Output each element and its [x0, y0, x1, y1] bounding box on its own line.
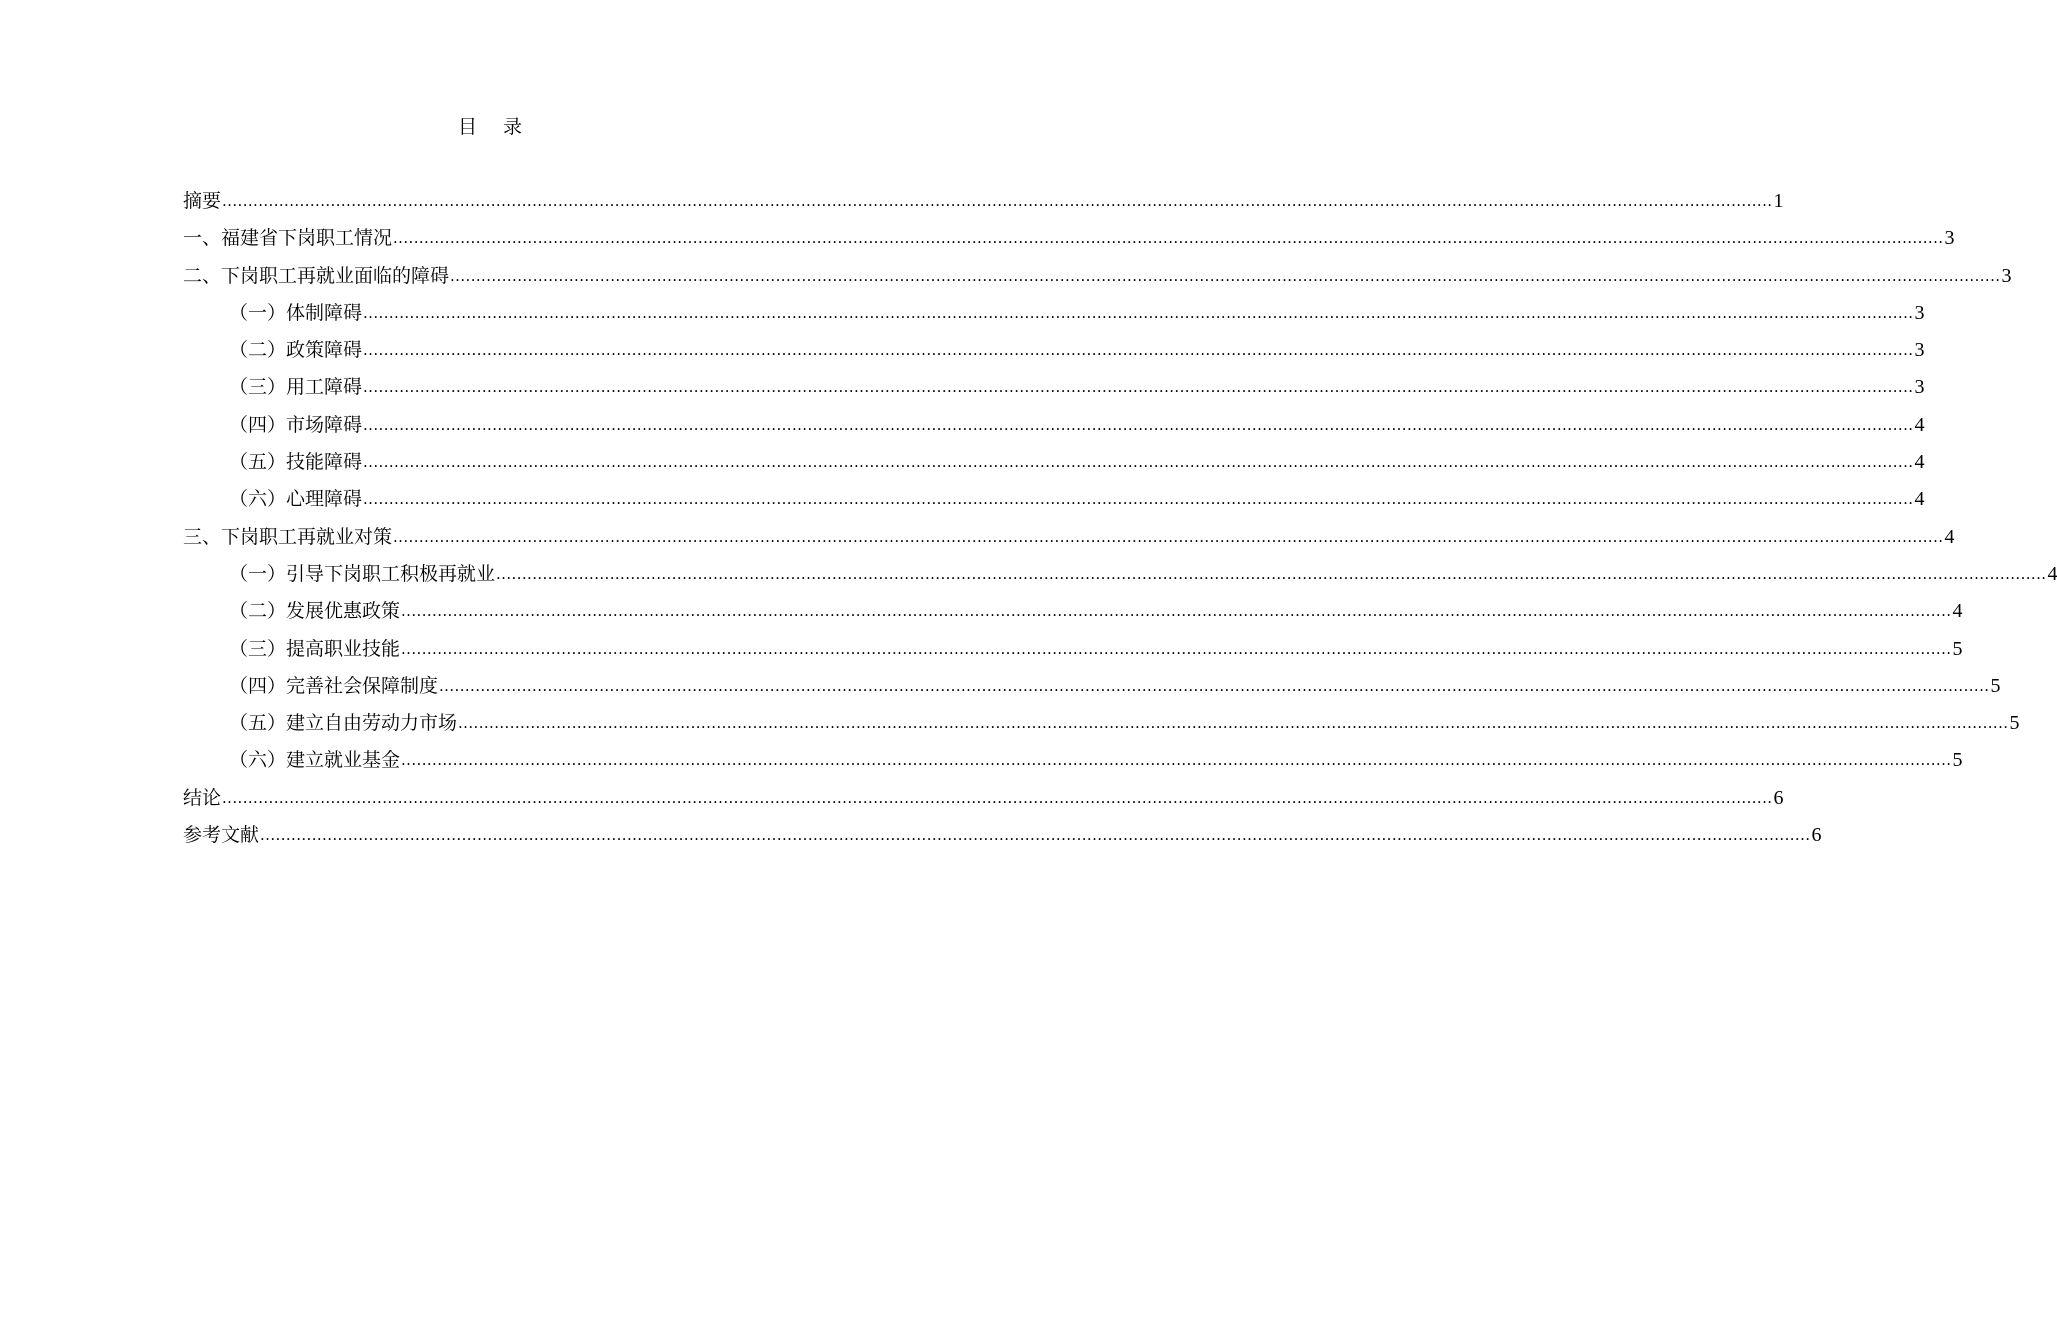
toc-entry-section-2[interactable] — [183, 258, 2012, 295]
dot-leader: ............................................................................................................................................................................................................................................................................................................ — [363, 303, 1914, 322]
toc-title: 目 录 — [457, 116, 533, 138]
dot-leader: ............................................................................................................................................................................................................................................................................................................ — [496, 564, 2047, 583]
toc-entry-label: （四）市场障碍 — [229, 413, 363, 436]
dot-leader: ............................................................................................................................................................................................................................................................................................................ — [401, 751, 1952, 770]
toc-entry-label: （四）完善社会保障制度 — [229, 674, 439, 697]
dot-leader: ............................................................................................................................................................................................................................................................................................................ — [439, 676, 1990, 695]
dot-leader: ............................................................................................................................................................................................................................................................................................................ — [260, 826, 1811, 845]
toc-entry-label: （五）建立自由劳动力市场 — [229, 712, 458, 735]
toc-entry-page: 4 — [1914, 451, 1925, 474]
toc-entry-page: 3 — [1944, 227, 1955, 250]
toc-entry-abstract[interactable] — [183, 183, 1784, 220]
toc-entry-section-3-2[interactable] — [183, 593, 1963, 630]
dot-leader: ............................................................................................................................................................................................................................................................................................................ — [393, 229, 1944, 248]
toc-entry-section-2-6[interactable] — [183, 481, 1925, 518]
toc-entry-label: （二）发展优惠政策 — [229, 600, 401, 623]
dot-leader: ............................................................................................................................................................................................................................................................................................................ — [222, 192, 1773, 210]
toc-entry-label: 三、下岗职工再就业对策 — [183, 525, 393, 548]
toc-entry-page: 5 — [1952, 749, 1963, 772]
toc-entry-label: （三）提高职业技能 — [229, 637, 401, 660]
toc-entry-page: 4 — [2047, 562, 2057, 585]
toc-entry-page: 5 — [1990, 674, 2001, 697]
toc-entry-section-3-5[interactable] — [183, 705, 2020, 742]
toc-entry-label: （六）建立就业基金 — [229, 749, 401, 772]
toc-entry-page: 1 — [1773, 190, 1784, 212]
toc-entry-section-3-1[interactable] — [183, 556, 2057, 593]
toc-entry-label: （三）用工障碍 — [229, 376, 363, 399]
dot-leader: ............................................................................................................................................................................................................................................................................................................ — [363, 378, 1914, 397]
toc-entry-section-2-2[interactable] — [183, 332, 1925, 369]
toc-entry-page: 3 — [1914, 376, 1925, 399]
toc-entry-label: 一、福建省下岗职工情况 — [183, 227, 393, 250]
toc-entry-page: 3 — [1914, 339, 1925, 362]
toc-entry-section-3[interactable] — [183, 519, 1955, 556]
toc-entry-page: 5 — [1952, 637, 1963, 660]
toc-entry-page: 4 — [1914, 488, 1925, 511]
toc-entry-page: 6 — [1811, 824, 1822, 847]
dot-leader: ............................................................................................................................................................................................................................................................................................................ — [401, 602, 1952, 621]
toc-entry-label: 摘要 — [183, 190, 222, 212]
toc-entry-references[interactable] — [183, 817, 1822, 854]
dot-leader: ............................................................................................................................................................................................................................................................................................................ — [401, 639, 1952, 658]
dot-leader: ............................................................................................................................................................................................................................................................................................................ — [393, 527, 1944, 546]
dot-leader: ............................................................................................................................................................................................................................................................................................................ — [363, 415, 1914, 434]
toc-entry-label: 结论 — [183, 786, 222, 809]
toc-entry-section-2-3[interactable] — [183, 369, 1925, 406]
toc-entry-page: 3 — [2001, 264, 2012, 287]
dot-leader: ............................................................................................................................................................................................................................................................................................................ — [458, 714, 2009, 733]
dot-leader: ............................................................................................................................................................................................................................................................................................................ — [363, 453, 1914, 472]
toc-entry-page: 4 — [1944, 525, 1955, 548]
toc-entry-section-1[interactable] — [183, 220, 1955, 257]
toc-entry-section-3-4[interactable] — [183, 668, 2001, 705]
toc-entry-section-2-1[interactable] — [183, 295, 1925, 332]
toc-entry-label: （一）引导下岗职工积极再就业 — [229, 562, 496, 585]
toc-entry-label: 参考文献 — [183, 824, 260, 847]
toc-entry-section-2-5[interactable] — [183, 444, 1925, 481]
toc-entry-page: 5 — [2009, 712, 2020, 735]
toc-entry-label: （五）技能障碍 — [229, 451, 363, 474]
toc-entry-label: 二、下岗职工再就业面临的障碍 — [183, 264, 450, 287]
toc-entry-section-2-4[interactable] — [183, 407, 1925, 444]
toc-entry-page: 4 — [1952, 600, 1963, 623]
dot-leader: ............................................................................................................................................................................................................................................................................................................ — [222, 788, 1773, 807]
toc-entry-section-3-3[interactable] — [183, 631, 1963, 668]
toc-entry-label: （一）体制障碍 — [229, 301, 363, 324]
dot-leader: ............................................................................................................................................................................................................................................................................................................ — [450, 266, 2001, 285]
toc-entry-page: 6 — [1773, 786, 1784, 809]
toc-entry-page: 4 — [1914, 413, 1925, 436]
toc-entry-label: （六）心理障碍 — [229, 488, 363, 511]
dot-leader: ............................................................................................................................................................................................................................................................................................................ — [363, 341, 1914, 360]
dot-leader: ............................................................................................................................................................................................................................................................................................................ — [363, 490, 1914, 509]
toc-list — [183, 183, 2057, 854]
toc-entry-conclusion[interactable] — [183, 780, 1784, 817]
toc-entry-label: （二）政策障碍 — [229, 339, 363, 362]
toc-entry-page: 3 — [1914, 301, 1925, 324]
toc-entry-section-3-6[interactable] — [183, 742, 1963, 779]
